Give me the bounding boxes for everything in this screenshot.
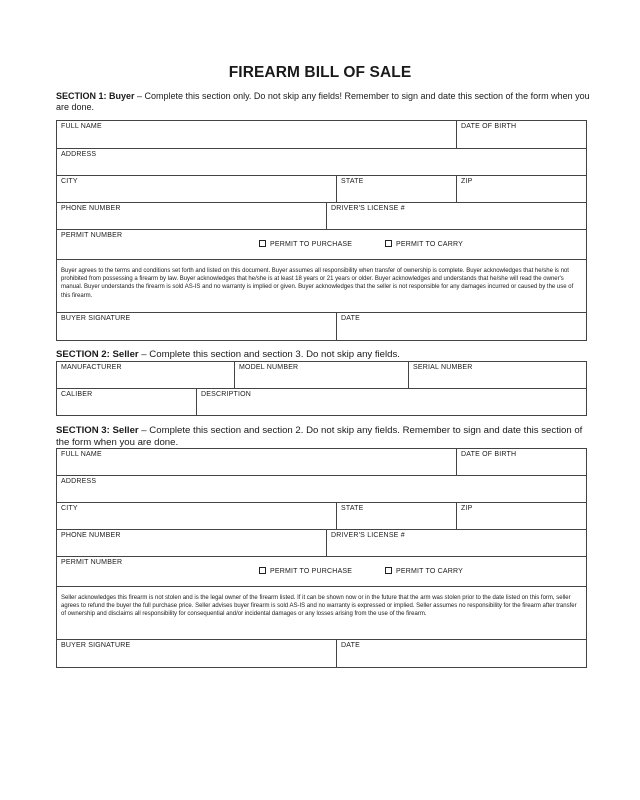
buyer-date-field[interactable]	[337, 313, 587, 341]
checkbox-icon	[385, 567, 392, 574]
buyer-license-field[interactable]	[327, 203, 587, 230]
seller-permit-purchase-label: PERMIT TO PURCHASE	[270, 568, 353, 575]
seller-permit-purchase-checkbox[interactable]	[259, 567, 352, 576]
checkbox-icon	[259, 567, 266, 574]
buyer-state-label: STATE	[341, 178, 364, 185]
seller-permit-number-label: PERMIT NUMBER	[61, 559, 123, 566]
seller-phone-label: PHONE NUMBER	[61, 532, 121, 539]
model-number-field[interactable]	[235, 362, 409, 389]
buyer-info-table	[56, 120, 587, 341]
seller-permit-carry-checkbox[interactable]	[385, 567, 463, 576]
manufacturer-field[interactable]	[57, 362, 235, 389]
serial-number-field[interactable]	[409, 362, 587, 389]
section1-heading	[56, 91, 592, 112]
serial-number-label: SERIAL NUMBER	[413, 364, 473, 371]
buyer-dob-label: DATE OF BIRTH	[461, 123, 517, 130]
seller-address-field[interactable]	[57, 476, 587, 503]
section2-heading	[56, 349, 592, 361]
seller-notice: Seller acknowledges this firearm is not stolen and is the legal owner of the firearm listed. If it can be shown now or in the future that the arm was stolen prior to the date listed on this form, seller agrees to refund the buyer the full purchase price. Seller advises buyer firearm is sold AS-IS and no warranty is expressed or implied. Seller assumes no responsibility for the firearm after transfer of ownership and disclaims all responsibility for consequential and/or incidental damages or any losses arising from the use of the firearm.	[57, 587, 587, 640]
buyer-zip-label: ZIP	[461, 178, 473, 185]
buyer-city-label: CITY	[61, 178, 78, 185]
buyer-permit-purchase-checkbox[interactable]	[259, 240, 352, 249]
buyer-phone-label: PHONE NUMBER	[61, 205, 121, 212]
buyer-full-name-field[interactable]	[57, 121, 457, 149]
checkbox-icon	[385, 240, 392, 247]
seller-dob-field[interactable]	[457, 449, 587, 476]
seller-date-field[interactable]	[337, 640, 587, 668]
section1-heading-label: SECTION 1: Buyer	[56, 91, 135, 101]
description-label: DESCRIPTION	[201, 391, 252, 398]
buyer-notice: Buyer agrees to the terms and conditions set forth and listed on this document. Buyer assumes all responsibility when transfer of ownership is complete. Buyer acknowledges that he/she is not prohibited from possessing a firearm by law. Buyer acknowledges that he/she is at least 18 years or 21 years or older. Buyer acknowledges and understands that he/she will read the owner's manual. Buyer understands the firearm is sold AS-IS and no warranty is implied or given. Buyer acknowledges that the seller is not responsible for any damages incurred or caused by the use of this firearm.	[57, 260, 587, 313]
seller-signature-field[interactable]	[57, 640, 337, 668]
seller-full-name-field[interactable]	[57, 449, 457, 476]
caliber-field[interactable]	[57, 389, 197, 416]
seller-date-label: DATE	[341, 642, 360, 649]
buyer-permit-field[interactable]	[57, 230, 587, 260]
seller-phone-field[interactable]	[57, 530, 327, 557]
manufacturer-label: MANUFACTURER	[61, 364, 122, 371]
buyer-state-field[interactable]	[337, 176, 457, 203]
seller-zip-field[interactable]	[457, 503, 587, 530]
section1-instructions: – Complete this section only. Do not skip any fields! Remember to sign and date this section of the form when you are done.	[56, 91, 590, 112]
seller-license-label: DRIVER'S LICENSE #	[331, 532, 405, 539]
buyer-permit-number-label: PERMIT NUMBER	[61, 232, 123, 239]
section2-instructions: – Complete this section and section 3. Do not skip any fields.	[138, 349, 400, 360]
model-number-label: MODEL NUMBER	[239, 364, 299, 371]
seller-city-label: CITY	[61, 505, 78, 512]
buyer-dob-field[interactable]	[457, 121, 587, 149]
seller-state-label: STATE	[341, 505, 364, 512]
seller-full-name-label: FULL NAME	[61, 451, 102, 458]
seller-state-field[interactable]	[337, 503, 457, 530]
seller-permit-field[interactable]	[57, 557, 587, 587]
seller-permit-carry-label: PERMIT TO CARRY	[396, 568, 464, 575]
checkbox-icon	[259, 240, 266, 247]
buyer-signature-field[interactable]	[57, 313, 337, 341]
buyer-address-label: ADDRESS	[61, 151, 97, 158]
buyer-permit-carry-checkbox[interactable]	[385, 240, 463, 249]
buyer-zip-field[interactable]	[457, 176, 587, 203]
seller-address-label: ADDRESS	[61, 478, 97, 485]
section3-heading	[56, 425, 592, 449]
buyer-signature-label: BUYER SIGNATURE	[61, 315, 131, 322]
buyer-license-label: DRIVER'S LICENSE #	[331, 205, 405, 212]
form-title: FIREARM BILL OF SALE	[228, 64, 412, 81]
caliber-label: CALIBER	[61, 391, 93, 398]
buyer-phone-field[interactable]	[57, 203, 327, 230]
seller-license-field[interactable]	[327, 530, 587, 557]
seller-zip-label: ZIP	[461, 505, 473, 512]
seller-signature-label: BUYER SIGNATURE	[61, 642, 131, 649]
buyer-permit-purchase-label: PERMIT TO PURCHASE	[270, 241, 353, 248]
section3-instructions: – Complete this section and section 2. Do not skip any fields. Remember to sign and date this section of the form when you are done.	[56, 425, 583, 448]
seller-dob-label: DATE OF BIRTH	[461, 451, 517, 458]
buyer-date-label: DATE	[341, 315, 360, 322]
firearm-info-table	[56, 361, 587, 416]
description-field[interactable]	[197, 389, 587, 416]
buyer-full-name-label: FULL NAME	[61, 123, 102, 130]
buyer-address-field[interactable]	[57, 149, 587, 176]
section3-heading-label: SECTION 3: Seller	[56, 425, 139, 436]
buyer-permit-carry-label: PERMIT TO CARRY	[396, 241, 464, 248]
seller-city-field[interactable]	[57, 503, 337, 530]
section2-heading-label: SECTION 2: Seller	[56, 349, 139, 360]
buyer-city-field[interactable]	[57, 176, 337, 203]
seller-info-table	[56, 448, 587, 668]
